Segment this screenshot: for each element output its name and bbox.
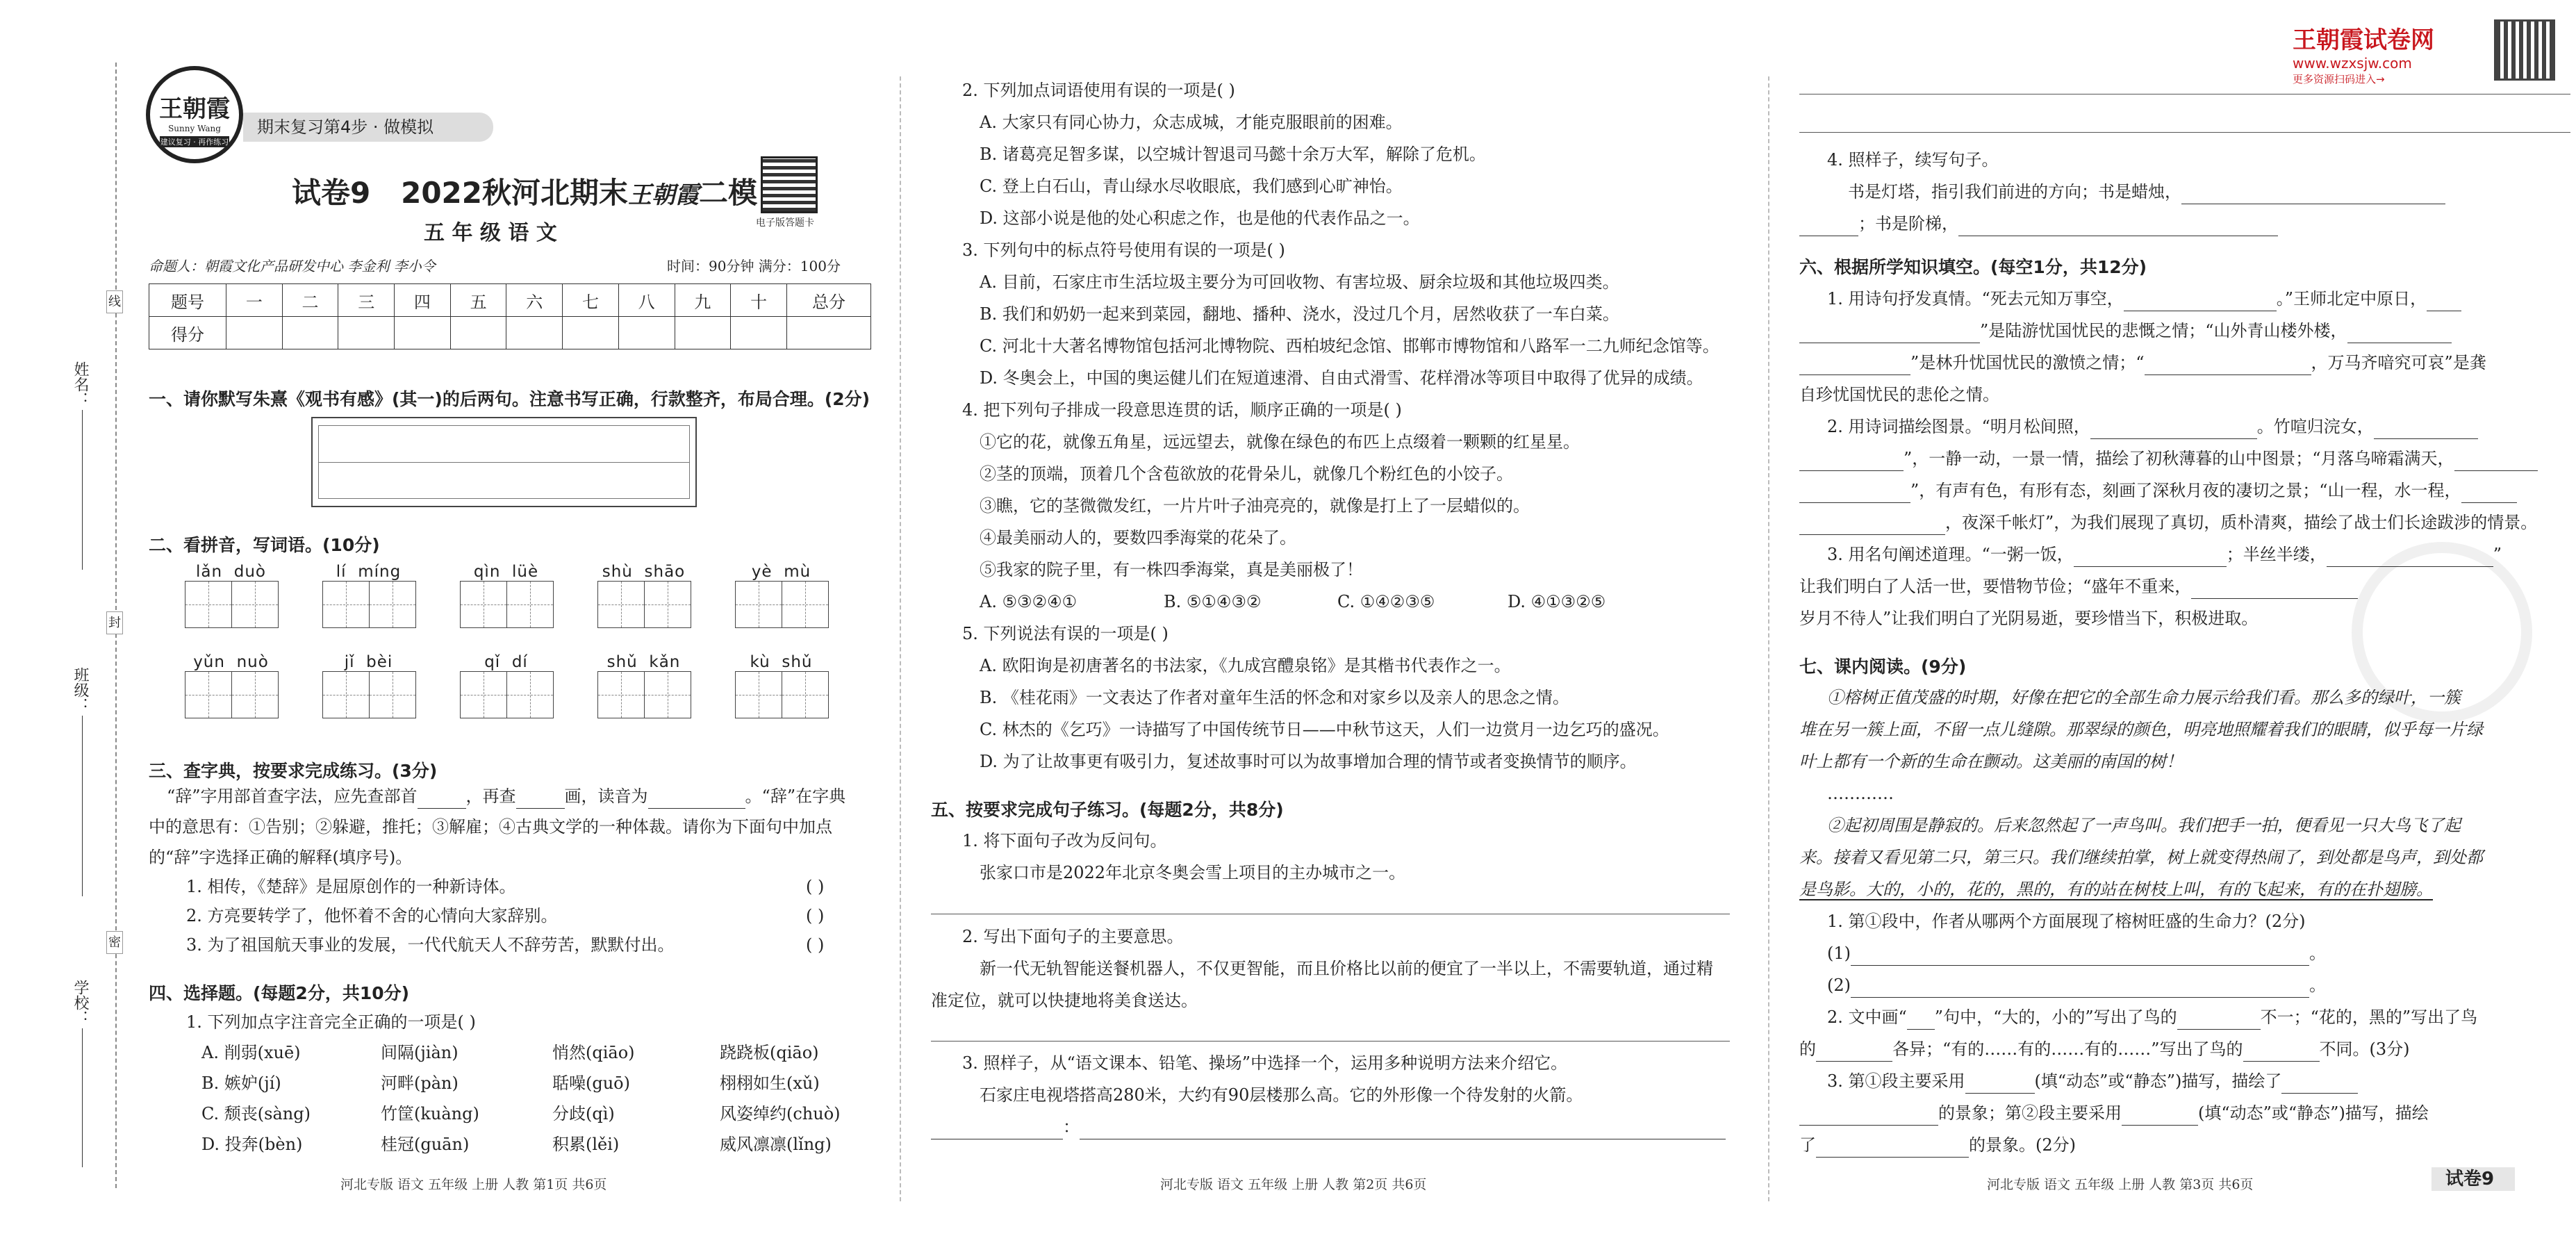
blank[interactable] xyxy=(2074,552,2227,567)
char-box[interactable] xyxy=(322,581,370,628)
q1-option: 栩栩如生(xǔ) xyxy=(720,1073,820,1093)
answer-paren[interactable]: ( ) xyxy=(806,877,825,896)
side-blank-name[interactable] xyxy=(82,410,83,570)
q3-option[interactable]: A. 目前，石家庄市生活垃圾主要分为可回收物、有害垃圾、厨余垃圾和其他垃圾四类。 xyxy=(980,272,1619,292)
section3-item: 3. 为了祖国航天事业的发展，一代代航天人不辞劳苦，默默付出。 xyxy=(186,935,675,955)
q1-option: 威风凛凛(lǐng) xyxy=(720,1135,832,1154)
q4-sentence: ④最美丽动人的，要数四季海棠的花朵了。 xyxy=(980,528,1296,548)
score-cell: 五 xyxy=(450,284,506,317)
score-cell: 题号 xyxy=(149,284,226,317)
section3-title: 三、查字典，按要求完成练习。(3分) xyxy=(149,761,438,781)
pinyin-label: yè mù xyxy=(751,563,811,581)
cut-mark-3: 密 xyxy=(106,931,123,954)
blank[interactable] xyxy=(2243,1047,2320,1062)
score-input[interactable] xyxy=(506,317,563,349)
q1-option: 间隔(jiàn) xyxy=(381,1043,459,1062)
score-input[interactable] xyxy=(787,317,871,349)
q5-option[interactable]: B. 《桂花雨》一文表达了作者对童年生活的怀念和对家乡以及亲人的思念之情。 xyxy=(980,688,1569,707)
brand-qr-icon[interactable] xyxy=(2494,19,2555,81)
char-box[interactable] xyxy=(506,671,554,718)
pinyin-item xyxy=(322,653,415,721)
footer-page2: 河北专版 语文 五年级 上册 人教 第2页 共6页 xyxy=(1160,1177,1427,1192)
pinyin-label: lí míng xyxy=(336,563,402,581)
pinyin-item xyxy=(735,653,827,721)
score-cell: 三 xyxy=(338,284,395,317)
brand-name: 王朝霞试卷网 xyxy=(2293,26,2434,54)
qr-code-icon[interactable] xyxy=(761,156,818,213)
char-box[interactable] xyxy=(735,581,782,628)
title-prefix: 试卷9 xyxy=(292,176,371,210)
section5-q2: 2. 写出下面句子的主要意思。 xyxy=(962,927,1184,946)
score-cell: 九 xyxy=(675,284,731,317)
pinyin-item xyxy=(185,653,277,721)
section6-line: ”是陆游忧国忧民的悲慨之情；“山外青山楼外楼， xyxy=(1799,318,2452,343)
reading-para2: ②起初周围是静寂的。后来忽然起了一声鸟叫。我们把手一拍，便看见一只大鸟飞了起 xyxy=(1827,816,2461,835)
section6-line: ”，有声有色，有形有态，刻画了深秋月夜的凄切之景；“山一程，水一程， xyxy=(1799,478,2517,503)
score-input[interactable] xyxy=(675,317,731,349)
pinyin-label: kù shǔ xyxy=(750,653,813,671)
q2-option[interactable]: D. 这部小说是他的处心积虑之作，也是他的代表作品之一。 xyxy=(980,208,1420,228)
section5-q3-answer-row: ： xyxy=(931,1114,1726,1139)
section5-q3-text: 石家庄电视塔搭高280米，大约有90层楼那么高。它的外形像一个待发射的火箭。 xyxy=(980,1085,1583,1105)
step-banner xyxy=(243,113,493,142)
q1-option: 竹筐(kuàng) xyxy=(381,1104,479,1123)
q2-option[interactable]: A. 大家只有同心协力，众志成城，才能克服眼前的困难。 xyxy=(980,113,1403,132)
pinyin-label: yǔn nuò xyxy=(193,653,269,671)
blank[interactable] xyxy=(1799,488,1910,503)
score-input[interactable] xyxy=(395,317,451,349)
q3-option[interactable]: B. 我们和奶奶一起来到菜园，翻地、播种、浇水，没过几个月，居然收获了一车白菜。 xyxy=(980,304,1619,324)
section6-line: ”是林升忧国忧民的激愤之情；“ ，万马齐喑究可哀”是龚 xyxy=(1799,350,2486,375)
section7-q2-line1: 2. 文中画“ ”句中，“大的，小的”写出了鸟的 不一；“花的，黑的”写出了鸟 xyxy=(1827,1005,2477,1030)
section3-intro-line2: 中的意思有：①告别；②躲避，推托；③解雇；④古典文学的一种体裁。请你为下面句中加点 xyxy=(149,817,832,837)
q4-sentence: ③瞧，它的茎微微发红，一片片叶子油亮亮的，就像是打上了一层蜡似的。 xyxy=(980,496,1530,516)
section1-writing-box[interactable] xyxy=(311,417,697,507)
pinyin-item xyxy=(460,653,552,721)
answer-line[interactable] xyxy=(1799,132,2570,133)
cut-mark-2: 封 xyxy=(106,611,123,634)
q4-option[interactable]: C. ①④②③⑤ xyxy=(1337,592,1435,611)
section5-q3: 3. 照样子，从“语文课本、铅笔、操场”中选择一个，运用多种说明方法来介绍它。 xyxy=(962,1053,1568,1073)
q1-option: 聒噪(guō) xyxy=(552,1073,630,1093)
score-cell: 二 xyxy=(282,284,338,317)
section5-title: 五、按要求完成句子练习。(每题2分，共8分) xyxy=(931,800,1284,820)
logo-motto: 建议复习 · 再作练习 xyxy=(160,138,229,147)
q4-sentence: ⑤我家的院子里，有一株四季海棠，真是美丽极了！ xyxy=(980,560,1363,579)
section5-q4: 4. 照样子，续写句子。 xyxy=(1827,150,1999,170)
q1-option: 河畔(pàn) xyxy=(381,1073,459,1093)
qr-caption: 电子版答题卡 xyxy=(756,217,814,229)
blank[interactable] xyxy=(2191,584,2358,599)
blank[interactable] xyxy=(2181,190,2445,204)
logo-sub: Sunny Wang xyxy=(168,124,221,133)
answer-paren[interactable]: ( ) xyxy=(806,935,825,955)
char-box[interactable] xyxy=(231,581,279,628)
blank[interactable] xyxy=(1799,222,1858,236)
q4-option[interactable]: A. ⑤③②④① xyxy=(980,592,1078,611)
title-suffix: 二模 xyxy=(699,176,758,210)
score-input[interactable] xyxy=(226,317,283,349)
char-box[interactable] xyxy=(460,671,507,718)
section6-line: ”，一静一动，一景一情，描绘了初秋薄暮的山中图景；“月落乌啼霜满天， xyxy=(1799,446,2538,471)
score-input[interactable] xyxy=(450,317,506,349)
paper-tag xyxy=(2431,1167,2515,1191)
reading-para2-underlined: 是鸟影。大的，小的，花的，黑的，有的站在树枝上叫，有的飞起来，有的在扑翅膀。 xyxy=(1799,880,2433,899)
answer-line[interactable] xyxy=(931,1041,1730,1042)
blank[interactable] xyxy=(1799,1111,1938,1126)
side-label-name: 姓名： xyxy=(72,361,89,407)
q1-option: 跷跷板(qiāo) xyxy=(720,1043,819,1062)
blank[interactable] xyxy=(1851,951,2309,966)
q5-option[interactable]: C. 林杰的《乞巧》一诗描写了中国传统节日——中秋节这天，人们一边赏月一边乞巧的盛况。 xyxy=(980,720,1669,739)
char-box[interactable] xyxy=(369,671,416,718)
blank[interactable] xyxy=(2347,329,2452,343)
paper-tag-text: 试卷9 xyxy=(2445,1169,2495,1190)
blank[interactable] xyxy=(1816,1047,1892,1062)
blank[interactable] xyxy=(2454,456,2538,471)
section3-item: 2. 方亮要转学了，他怀着不舍的心情向大家辞别。 xyxy=(186,906,558,925)
char-box[interactable] xyxy=(644,581,691,628)
side-blank-school[interactable] xyxy=(82,1028,83,1167)
section5-q1: 1. 将下面句子改为反问句。 xyxy=(962,831,1167,850)
reading-para2: 来。接着又看见第二只，第三只。我们继续拍掌，树上就变得热闹了，到处都是鸟声，到处都 xyxy=(1799,848,2483,867)
q1-option[interactable]: C. 颓丧(sàng) xyxy=(201,1104,311,1123)
blank[interactable] xyxy=(1799,520,1945,535)
q1-option[interactable]: B. 嫉妒(jí) xyxy=(201,1073,281,1093)
score-cell: 总分 xyxy=(787,284,871,317)
step-banner-text: 期末复习第4步 · 做模拟 xyxy=(257,117,434,137)
char-box[interactable] xyxy=(460,581,507,628)
char-box[interactable] xyxy=(506,581,554,628)
q1-option: 积累(lěi) xyxy=(552,1135,620,1154)
top-right-brand xyxy=(2293,21,2487,86)
section5-q2-text-2: 准定位，就可以快捷地将美食送达。 xyxy=(931,991,1198,1010)
side-label-school: 学校： xyxy=(72,980,89,1026)
section1-title: 一、请你默写朱熹《观书有感》(其一)的后两句。注意书写正确，行款整齐，布局合理。(2分) xyxy=(149,389,870,409)
section6-line: 3. 用名句阐述道理。“一粥一饭， ；半丝半缕， ” xyxy=(1827,542,2502,567)
section5-q4-line1: 书是灯塔，指引我们前进的方向；书是蜡烛， xyxy=(1848,179,2445,204)
char-box[interactable] xyxy=(597,581,645,628)
reading-para1: ①榕树正值茂盛的时期，好像在把它的全部生命力展示给我们看。那么多的绿叶，一簇 xyxy=(1827,688,2461,707)
title-brand: 王朝霞 xyxy=(628,181,700,209)
char-box[interactable] xyxy=(735,671,782,718)
section4-q2: 2. 下列加点词语使用有误的一项是( ) xyxy=(962,81,1235,100)
pinyin-label: shǔ kǎn xyxy=(606,653,681,671)
score-input[interactable] xyxy=(731,317,787,349)
section7-q1b: (2) 。 xyxy=(1827,973,2326,998)
char-box[interactable] xyxy=(782,671,829,718)
blank[interactable] xyxy=(2281,1079,2358,1094)
char-box[interactable] xyxy=(597,671,645,718)
pinyin-label: shù shāo xyxy=(602,563,686,581)
score-input[interactable] xyxy=(618,317,675,349)
score-cell: 一 xyxy=(226,284,283,317)
pinyin-label: qìn lüè xyxy=(473,563,539,581)
blank[interactable] xyxy=(1907,1015,1935,1030)
q1-option: 悄然(qiāo) xyxy=(552,1043,635,1062)
blank[interactable] xyxy=(2374,425,2478,439)
blank[interactable] xyxy=(2090,425,2257,439)
pinyin-item xyxy=(597,563,690,631)
blank[interactable] xyxy=(648,794,745,809)
q1-option[interactable]: D. 投奔(bèn) xyxy=(201,1135,303,1154)
brand-url[interactable]: www.wzxsjw.com xyxy=(2293,55,2412,72)
char-box[interactable] xyxy=(369,581,416,628)
time-score: 时间：90分钟 满分：100分 xyxy=(667,258,841,274)
blank[interactable] xyxy=(1799,361,1910,375)
section7-q3-line3: 了 的景象。(2分) xyxy=(1799,1133,2076,1158)
section3-intro-line1: “辞”字用部首查字法，应先查部首 ，再查 画，读音为 。“辞”在字典 xyxy=(167,784,845,809)
blank[interactable] xyxy=(418,794,466,809)
section2-title: 二、看拼音，写词语。(10分) xyxy=(149,535,380,555)
pinyin-item xyxy=(460,563,552,631)
blank[interactable] xyxy=(1799,329,1980,343)
score-table xyxy=(149,283,871,349)
reading-para1: 叶上都有一个新的生命在颤动。这美丽的南国的树！ xyxy=(1799,752,2183,771)
q2-option[interactable]: B. 诸葛亮足智多谋，以空城计智退司马懿十余万大军，解除了危机。 xyxy=(980,145,1486,164)
paper-title xyxy=(292,170,757,212)
cut-mark-1: 线 xyxy=(106,290,123,313)
section6-title: 六、根据所学知识填空。(每空1分，共12分) xyxy=(1799,257,2147,277)
blank[interactable] xyxy=(1816,1143,1969,1158)
blank[interactable] xyxy=(1851,983,2309,998)
page-divider-1 xyxy=(900,76,901,1201)
section3-intro-line3: 的“辞”字选择正确的解释(填序号)。 xyxy=(149,848,413,867)
section5-q2-text-1: 新一代无轨智能送餐机器人，不仅更智能，而且价格比以前的便宜了一半以上，不需要轨道，通过精 xyxy=(980,959,1713,978)
page-divider-2 xyxy=(1768,76,1769,1201)
section4-title: 四、选择题。(每题2分，共10分) xyxy=(149,983,410,1003)
blank[interactable] xyxy=(516,794,565,809)
section4-q1: 1. 下列加点字注音完全正确的一项是( ) xyxy=(186,1012,476,1032)
pinyin-item xyxy=(185,563,277,631)
paper-subtitle: 五 年 级 语 文 xyxy=(424,221,557,245)
section6-line: 自珍忧国忧民的悲伦之情。 xyxy=(1799,385,1999,404)
blank[interactable] xyxy=(2177,1015,2261,1030)
score-input[interactable] xyxy=(563,317,619,349)
section4-q3: 3. 下列句中的标点符号使用有误的一项是( ) xyxy=(962,240,1285,260)
q4-option[interactable]: B. ⑤①④③② xyxy=(1164,592,1262,611)
section7-title: 七、课内阅读。(9分) xyxy=(1799,657,1967,677)
score-table-header-row xyxy=(149,284,871,317)
q4-sentence: ①它的花，就像五角星，远远望去，就像在绿色的布匹上点缀着一颗颗的红星星。 xyxy=(980,432,1580,452)
section7-q3-line2: 的景象；第②段主要采用 (填“动态”或“静态”)描写，描绘 xyxy=(1799,1101,2429,1126)
pinyin-item xyxy=(322,563,415,631)
side-blank-class[interactable] xyxy=(82,716,83,896)
score-cell: 七 xyxy=(563,284,619,317)
score-row-label: 得分 xyxy=(149,317,226,349)
side-label-class: 班级： xyxy=(72,667,89,713)
answer-paren[interactable]: ( ) xyxy=(806,906,825,925)
reading-para1: 堆在另一簇上面，不留一点儿缝隙。那翠绿的颜色，明亮地照耀着我们的眼睛，似乎每一片绿 xyxy=(1799,720,2483,739)
blank[interactable] xyxy=(2124,297,2277,311)
blank[interactable] xyxy=(1080,1125,1726,1139)
logo-text: 王朝霞 xyxy=(159,95,230,123)
section5-q4-line2: ；书是阶梯， xyxy=(1799,211,2278,236)
q5-option[interactable]: D. 为了让故事更有吸引力，复述故事时可以为故事增加合理的情节或者变换情节的顺序。 xyxy=(980,752,1637,771)
pinyin-item xyxy=(735,563,827,631)
reading-ellipsis: ………… xyxy=(1827,784,1894,803)
score-input[interactable] xyxy=(338,317,395,349)
pinyin-item xyxy=(597,653,690,721)
authors: 命题人：朝霞文化产品研发中心 李金利 李小令 xyxy=(149,258,436,274)
score-input[interactable] xyxy=(282,317,338,349)
section7-q3-line1: 3. 第①段主要采用 (填“动态”或“静态”)描写，描绘了 xyxy=(1827,1069,2358,1094)
q3-option[interactable]: D. 冬奥会上，中国的奥运健儿们在短道速滑、自由式滑雪、花样滑冰等项目中取得了优异的成绩。 xyxy=(980,368,1703,388)
score-table-score-row xyxy=(149,317,871,349)
char-box[interactable] xyxy=(231,671,279,718)
score-cell: 六 xyxy=(506,284,563,317)
section5-q1-text: 张家口市是2022年北京冬奥会雪上项目的主办城市之一。 xyxy=(980,863,1406,882)
section6-line: 岁月不待人”让我们明白了光阴易逝，要珍惜当下，积极进取。 xyxy=(1799,609,2259,628)
char-box[interactable] xyxy=(322,671,370,718)
q4-option[interactable]: D. ④①③②⑤ xyxy=(1508,592,1606,611)
blank[interactable] xyxy=(931,1125,1063,1139)
footer-page3: 河北专版 语文 五年级 上册 人教 第3页 共6页 xyxy=(1987,1177,2254,1192)
title-main: 2022秋河北期末 xyxy=(401,176,629,210)
section4-q4: 4. 把下列句子排成一段意思连贯的话，顺序正确的一项是( ) xyxy=(962,400,1402,420)
blank[interactable] xyxy=(2145,361,2311,375)
section4-q5: 5. 下列说法有误的一项是( ) xyxy=(962,624,1169,643)
logo-badge xyxy=(146,66,243,163)
blank[interactable] xyxy=(2427,297,2461,311)
q3-option[interactable]: C. 河北十大著名博物馆包括河北博物院、西柏坡纪念馆、邯郸市博物馆和八路军一二九师纪念馆等。 xyxy=(980,336,1719,356)
q4-sentence: ②茎的顶端，顶着几个含苞欲放的花骨朵儿，就像几个粉红色的小饺子。 xyxy=(980,464,1513,484)
section7-q2-line2: 的 各异；“有的……有的……有的……”写出了鸟的 不同。(3分) xyxy=(1799,1037,2410,1062)
score-cell: 四 xyxy=(395,284,451,317)
blank[interactable] xyxy=(2461,488,2517,503)
char-box[interactable] xyxy=(644,671,691,718)
q1-option[interactable]: A. 削弱(xuē) xyxy=(201,1043,301,1062)
char-box[interactable] xyxy=(185,581,232,628)
brand-note: 更多资源扫码进入→ xyxy=(2293,73,2385,85)
pinyin-label: lǎn duò xyxy=(196,563,266,581)
footer-page1: 河北专版 语文 五年级 上册 人教 第1页 共6页 xyxy=(340,1177,607,1192)
q5-option[interactable]: A. 欧阳询是初唐著名的书法家，《九成宫醴泉铭》是其楷书代表作之一。 xyxy=(980,656,1511,675)
blank[interactable] xyxy=(2122,1111,2198,1126)
char-box[interactable] xyxy=(782,581,829,628)
pinyin-label: jǐ bèi xyxy=(344,653,393,671)
pinyin-label: qǐ dí xyxy=(484,653,528,671)
q1-option: 风姿绰约(chuò) xyxy=(720,1104,841,1123)
section6-line: 让我们明白了人活一世，要惜物节俭；“盛年不重来， xyxy=(1799,574,2358,599)
score-cell: 八 xyxy=(618,284,675,317)
section3-item: 1. 相传，《楚辞》是屈原创作的一种新诗体。 xyxy=(186,877,516,896)
section6-line: 1. 用诗句抒发真情。“死去元知万事空， 。”王师北定中原日， xyxy=(1827,286,2461,311)
q1-option: 分歧(qì) xyxy=(552,1104,615,1123)
q1-option: 桂冠(guān) xyxy=(381,1135,470,1154)
blank[interactable] xyxy=(1958,222,2278,236)
section7-q1a: (1) 。 xyxy=(1827,941,2326,966)
section7-q1: 1. 第①段中，作者从哪两个方面展现了榕树旺盛的生命力？(2分) xyxy=(1827,912,2306,931)
char-box[interactable] xyxy=(185,671,232,718)
blank[interactable] xyxy=(1965,1079,2035,1094)
q2-option[interactable]: C. 登上白石山，青山绿水尽收眼底，我们感到心旷神怡。 xyxy=(980,176,1403,196)
score-cell: 十 xyxy=(731,284,787,317)
section6-line: ，夜深千帐灯”，为我们展现了真切，质朴清爽，描绘了战士们长途跋涉的情景。 xyxy=(1799,510,2537,535)
section6-line: 2. 用诗词描绘图景。“明月松间照， 。竹喧归浣女， xyxy=(1827,414,2478,439)
blank[interactable] xyxy=(1799,456,1904,471)
